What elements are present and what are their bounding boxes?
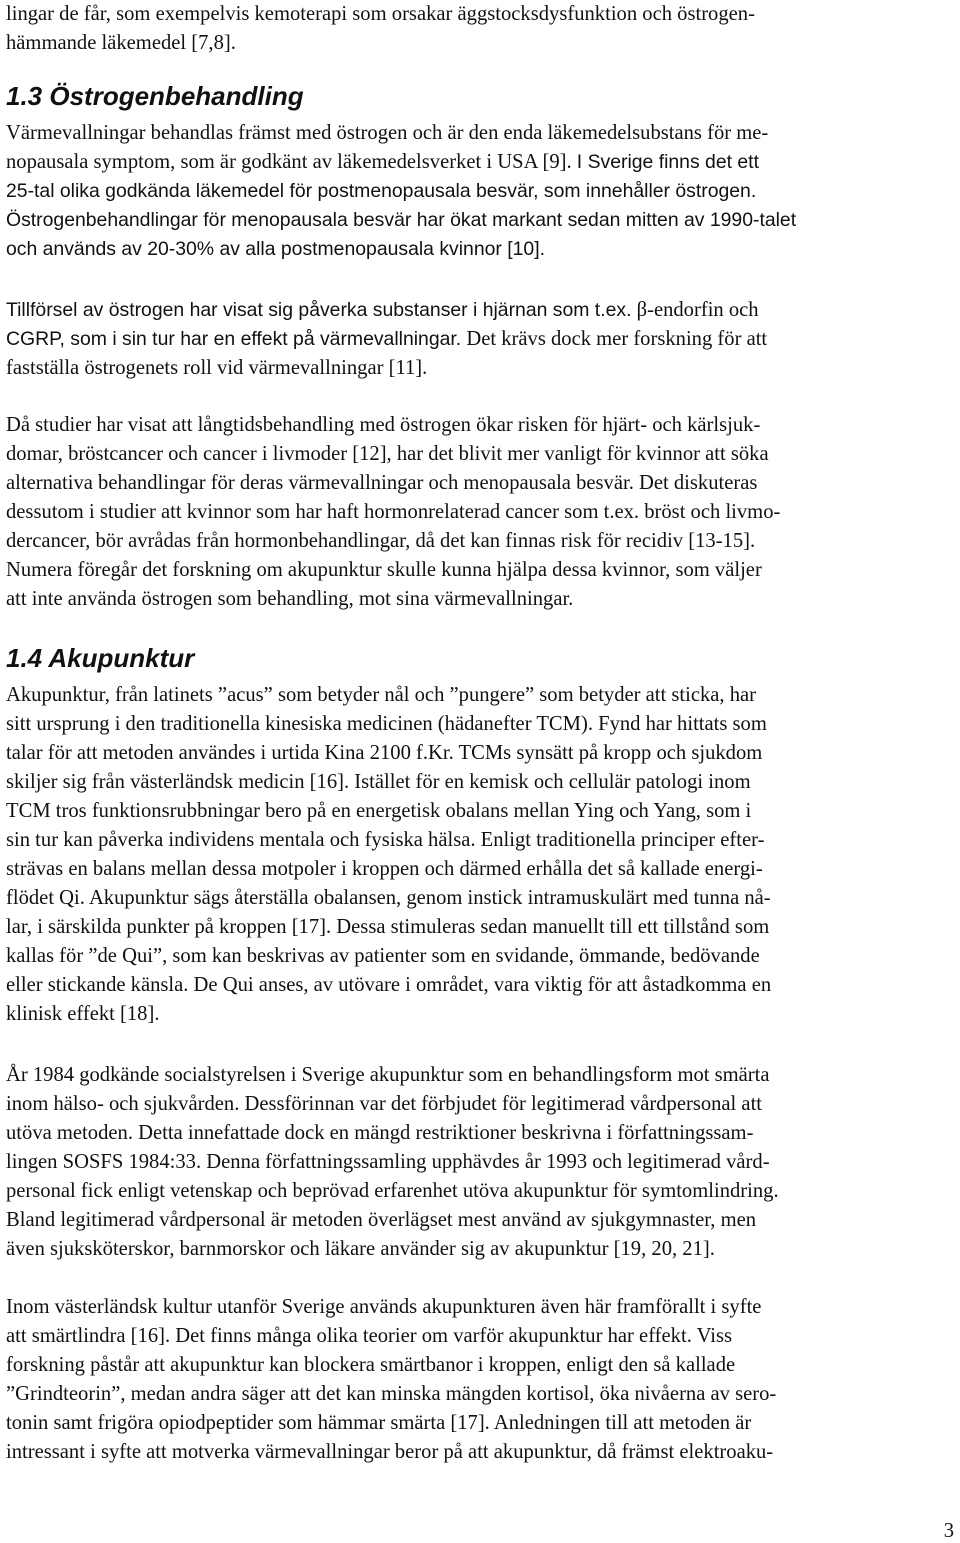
body-line: domar, bröstcancer och cancer i livmoder [12], har det blivit mer vanligt för kvinnor att söka <box>6 443 769 465</box>
body-line: strävas en balans mellan dessa motpoler i kroppen och därmed erhålla det så kallade energi- <box>6 858 763 880</box>
body-line: alternativa behandlingar för deras värmevallningar och menopausala besvär. Det diskuteras <box>6 472 758 494</box>
body-text-serif: Det krävs dock mer forskning för att <box>466 328 768 350</box>
body-line <box>6 148 759 177</box>
body-line: att inte använda östrogen som behandling, mot sina värmevallningar. <box>6 588 574 610</box>
body-line: intressant i syfte att motverka värmevallningar beror på att akupunktur, då främst elektroaku- <box>6 1441 774 1463</box>
body-line: sin tur kan påverka individens mentala och fysiska hälsa. Enligt traditionella principer efter- <box>6 829 765 851</box>
body-line: lar, i särskilda punkter på kroppen [17]. Dessa stimuleras sedan manuellt till ett tillstånd som <box>6 916 770 938</box>
body-line: ”Grindteorin”, medan andra säger att det kan minska mängden kortisol, öka nivåerna av sero- <box>6 1383 777 1405</box>
body-line: skiljer sig från västerländsk medicin [16]. Istället för en kemisk och cellulär patologi inom <box>6 771 751 793</box>
body-text-sans: Tillförsel av östrogen har visat sig påverka substanser i hjärnan som t.ex. <box>6 299 632 321</box>
body-line: Akupunktur, från latinets ”acus” som betyder nål och ”pungere” som betyder att sticka, har <box>6 684 757 706</box>
page-number: 3 <box>943 1520 954 1542</box>
section-heading-1-4: 1.4 Akupunktur <box>6 643 195 673</box>
body-line: dercancer, bör avrådas från hormonbehandlingar, då det kan finnas risk för recidiv [13-15]. <box>6 530 756 552</box>
body-line: talar för att metoden användes i urtida Kina 2100 f.Kr. TCMs synsätt på kropp och sjukdom <box>6 742 763 764</box>
section-heading-1-3: 1.3 Östrogenbehandling <box>6 81 304 111</box>
body-text-serif: nopausala symptom, som är godkänt av läkemedelsverket i USA [9]. <box>6 151 572 173</box>
body-line: fastställa östrogenets roll vid värmevallningar [11]. <box>6 357 428 379</box>
body-line: sitt ursprung i den traditionella kinesiska medicinen (hädanefter TCM). Fynd har hittats som <box>6 713 767 735</box>
body-line: Då studier har visat att långtidsbehandling med östrogen ökar risken för hjärt- och kärlsjuk- <box>6 414 761 436</box>
body-line <box>6 325 767 354</box>
body-line <box>6 296 759 325</box>
body-line: lingen SOSFS 1984:33. Denna författningssamling upphävdes år 1993 och legitimerad vård- <box>6 1151 770 1173</box>
body-line: eller stickande känsla. De Qui anses, av utövare i området, vara viktig för att åstadkomma en <box>6 974 772 996</box>
body-line: Värmevallningar behandlas främst med östrogen och är den enda läkemedelsubstans för me- <box>6 122 769 144</box>
body-line: År 1984 godkände socialstyrelsen i Sverige akupunktur som en behandlingsform mot smärta <box>6 1064 770 1086</box>
body-text-sans: I Sverige finns det ett <box>576 151 759 173</box>
body-line: Inom västerländsk kultur utanför Sverige används akupunkturen även här framförallt i syfte <box>6 1296 762 1318</box>
body-line: inom hälso- och sjukvården. Dessförinnan var det förbjudet för legitimerad vårdpersonal att <box>6 1093 763 1115</box>
body-line: TCM tros funktionsrubbningar bero på en energetisk obalans mellan Ying och Yang, som i <box>6 800 752 822</box>
body-line: dessutom i studier att kvinnor som har haft hormonrelaterad cancer som t.ex. bröst och livmo- <box>6 501 781 523</box>
body-line: att smärtlindra [16]. Det finns många olika teorier om varför akupunktur har effekt. Viss <box>6 1325 733 1347</box>
body-line: hämmande läkemedel [7,8]. <box>6 32 236 54</box>
body-line: och används av 20-30% av alla postmenopausala kvinnor [10]. <box>6 238 545 260</box>
body-line: även sjuksköterskor, barnmorskor och läkare använder sig av akupunktur [19, 20, 21]. <box>6 1238 715 1260</box>
body-line: utöva metoden. Detta innefattade dock en mängd restriktioner beskrivna i författningssam- <box>6 1122 754 1144</box>
body-line: Bland legitimerad vårdpersonal är metoden överlägset mest använd av sjukgymnaster, men <box>6 1209 757 1231</box>
body-line: personal fick enligt vetenskap och beprövad erfarenhet utöva akupunktur för symtomlindring. <box>6 1180 779 1202</box>
body-line: tonin samt frigöra opiodpeptider som hämmar smärta [17]. Anledningen till att metoden är <box>6 1412 752 1434</box>
body-line: forskning påstår att akupunktur kan blockera smärtbanor i kroppen, enligt den så kallade <box>6 1354 736 1376</box>
body-text-serif: β-endorfin och <box>636 299 759 321</box>
body-line: klinisk effekt [18]. <box>6 1003 160 1025</box>
body-line: 25-tal olika godkända läkemedel för postmenopausala besvär, som innehåller östrogen. <box>6 180 757 202</box>
body-line: flödet Qi. Akupunktur sägs återställa obalansen, genom instick intramuskulärt med tunna nå- <box>6 887 771 909</box>
body-line: lingar de får, som exempelvis kemoterapi som orsakar äggstocksdysfunktion och östrogen- <box>6 3 755 25</box>
body-line: Östrogenbehandlingar för menopausala besvär har ökat markant sedan mitten av 1990-talet <box>6 209 797 231</box>
body-line: Numera föregår det forskning om akupunktur skulle kunna hjälpa dessa kvinnor, som väljer <box>6 559 762 581</box>
body-text-sans: CGRP, som i sin tur har en effekt på värmevallningar. <box>6 328 462 350</box>
body-line: kallas för ”de Qui”, som kan beskrivas av patienter som en svidande, ömmande, bedövande <box>6 945 760 967</box>
